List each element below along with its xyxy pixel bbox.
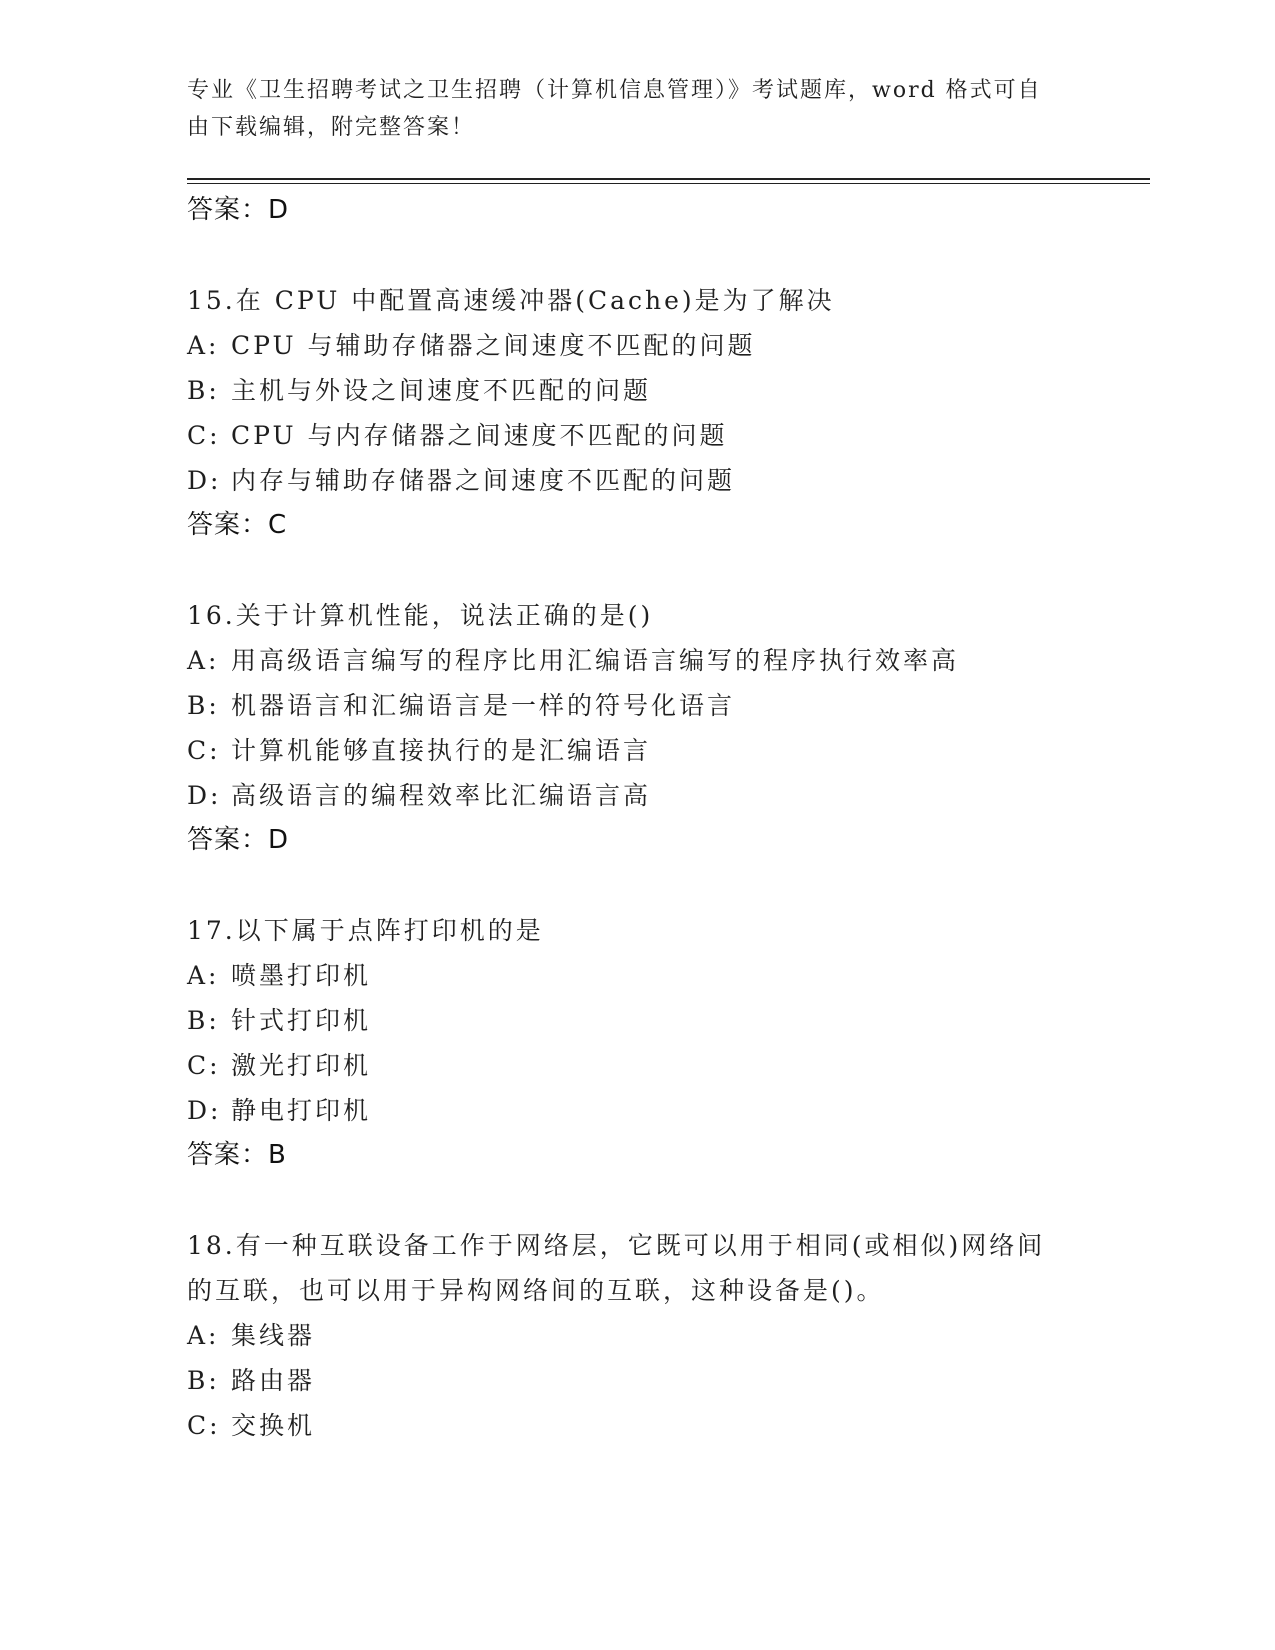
option-c — [187, 1043, 1150, 1088]
option-d — [187, 773, 1150, 818]
option-text: 喷墨打印机 — [231, 961, 372, 990]
option-b — [187, 1358, 1150, 1403]
option-label: B: — [187, 1006, 220, 1035]
option-b — [187, 683, 1150, 728]
option-label: A: — [187, 646, 220, 675]
question-stem: 15.在 CPU 中配置高速缓冲器(Cache)是为了解决 — [187, 286, 835, 315]
option-d — [187, 458, 1150, 503]
question-stem-continued: 的互联，也可以用于异构网络间的互联，这种设备是()。 — [187, 1276, 885, 1305]
option-label: B: — [187, 376, 220, 405]
question-list — [187, 188, 1150, 1448]
option-b — [187, 368, 1150, 413]
option-label: A: — [187, 961, 220, 990]
option-a — [187, 323, 1150, 368]
option-label: D: — [187, 1096, 222, 1125]
option-c — [187, 1403, 1150, 1448]
option-b — [187, 998, 1150, 1043]
option-text: 计算机能够直接执行的是汇编语言 — [231, 736, 652, 765]
option-a — [187, 1313, 1150, 1358]
answer: 答案：C — [187, 510, 288, 540]
option-label: D: — [187, 781, 222, 810]
option-label: A: — [187, 331, 220, 360]
option-c — [187, 728, 1150, 773]
option-text: 集线器 — [231, 1321, 316, 1350]
option-label: D: — [187, 466, 222, 495]
header-divider-thick — [187, 178, 1150, 180]
option-d — [187, 1088, 1150, 1133]
header-line-2: 由下载编辑，附完整答案！ — [187, 115, 476, 140]
question-17 — [187, 908, 1150, 1178]
header-divider-thin — [187, 183, 1150, 184]
option-c — [187, 413, 1150, 458]
option-text: 激光打印机 — [231, 1051, 372, 1080]
header-line-1: 专业《卫生招聘考试之卫生招聘（计算机信息管理）》考试题库，word 格式可自 — [187, 78, 1042, 103]
option-text: CPU 与内存储器之间速度不匹配的问题 — [231, 421, 728, 450]
option-text: CPU 与辅助存储器之间速度不匹配的问题 — [231, 331, 756, 360]
option-label: B: — [187, 691, 220, 720]
option-label: C: — [187, 421, 221, 450]
option-text: 针式打印机 — [231, 1006, 372, 1035]
option-label: C: — [187, 1411, 221, 1440]
option-text: 主机与外设之间速度不匹配的问题 — [231, 376, 652, 405]
option-text: 静电打印机 — [231, 1096, 372, 1125]
option-label: A: — [187, 1321, 220, 1350]
option-text: 用高级语言编写的程序比用汇编语言编写的程序执行效率高 — [231, 646, 960, 675]
option-label: B: — [187, 1366, 220, 1395]
question-stem: 17.以下属于点阵打印机的是 — [187, 916, 544, 945]
previous-answer: 答案：D — [187, 195, 290, 225]
option-text: 机器语言和汇编语言是一样的符号化语言 — [231, 691, 736, 720]
question-15 — [187, 278, 1150, 548]
option-text: 内存与辅助存储器之间速度不匹配的问题 — [231, 466, 736, 495]
option-a — [187, 953, 1150, 998]
option-a — [187, 638, 1150, 683]
option-text: 路由器 — [231, 1366, 316, 1395]
question-stem: 16.关于计算机性能，说法正确的是() — [187, 601, 654, 630]
option-label: C: — [187, 736, 221, 765]
question-16 — [187, 593, 1150, 863]
question-stem: 18.有一种互联设备工作于网络层，它既可以用于相同(或相似)网络间 — [187, 1231, 1046, 1260]
option-text: 高级语言的编程效率比汇编语言高 — [231, 781, 652, 810]
answer: 答案：B — [187, 1140, 287, 1170]
document-header — [187, 72, 1067, 146]
question-18 — [187, 1223, 1150, 1448]
option-text: 交换机 — [231, 1411, 316, 1440]
option-label: C: — [187, 1051, 221, 1080]
answer: 答案：D — [187, 825, 290, 855]
